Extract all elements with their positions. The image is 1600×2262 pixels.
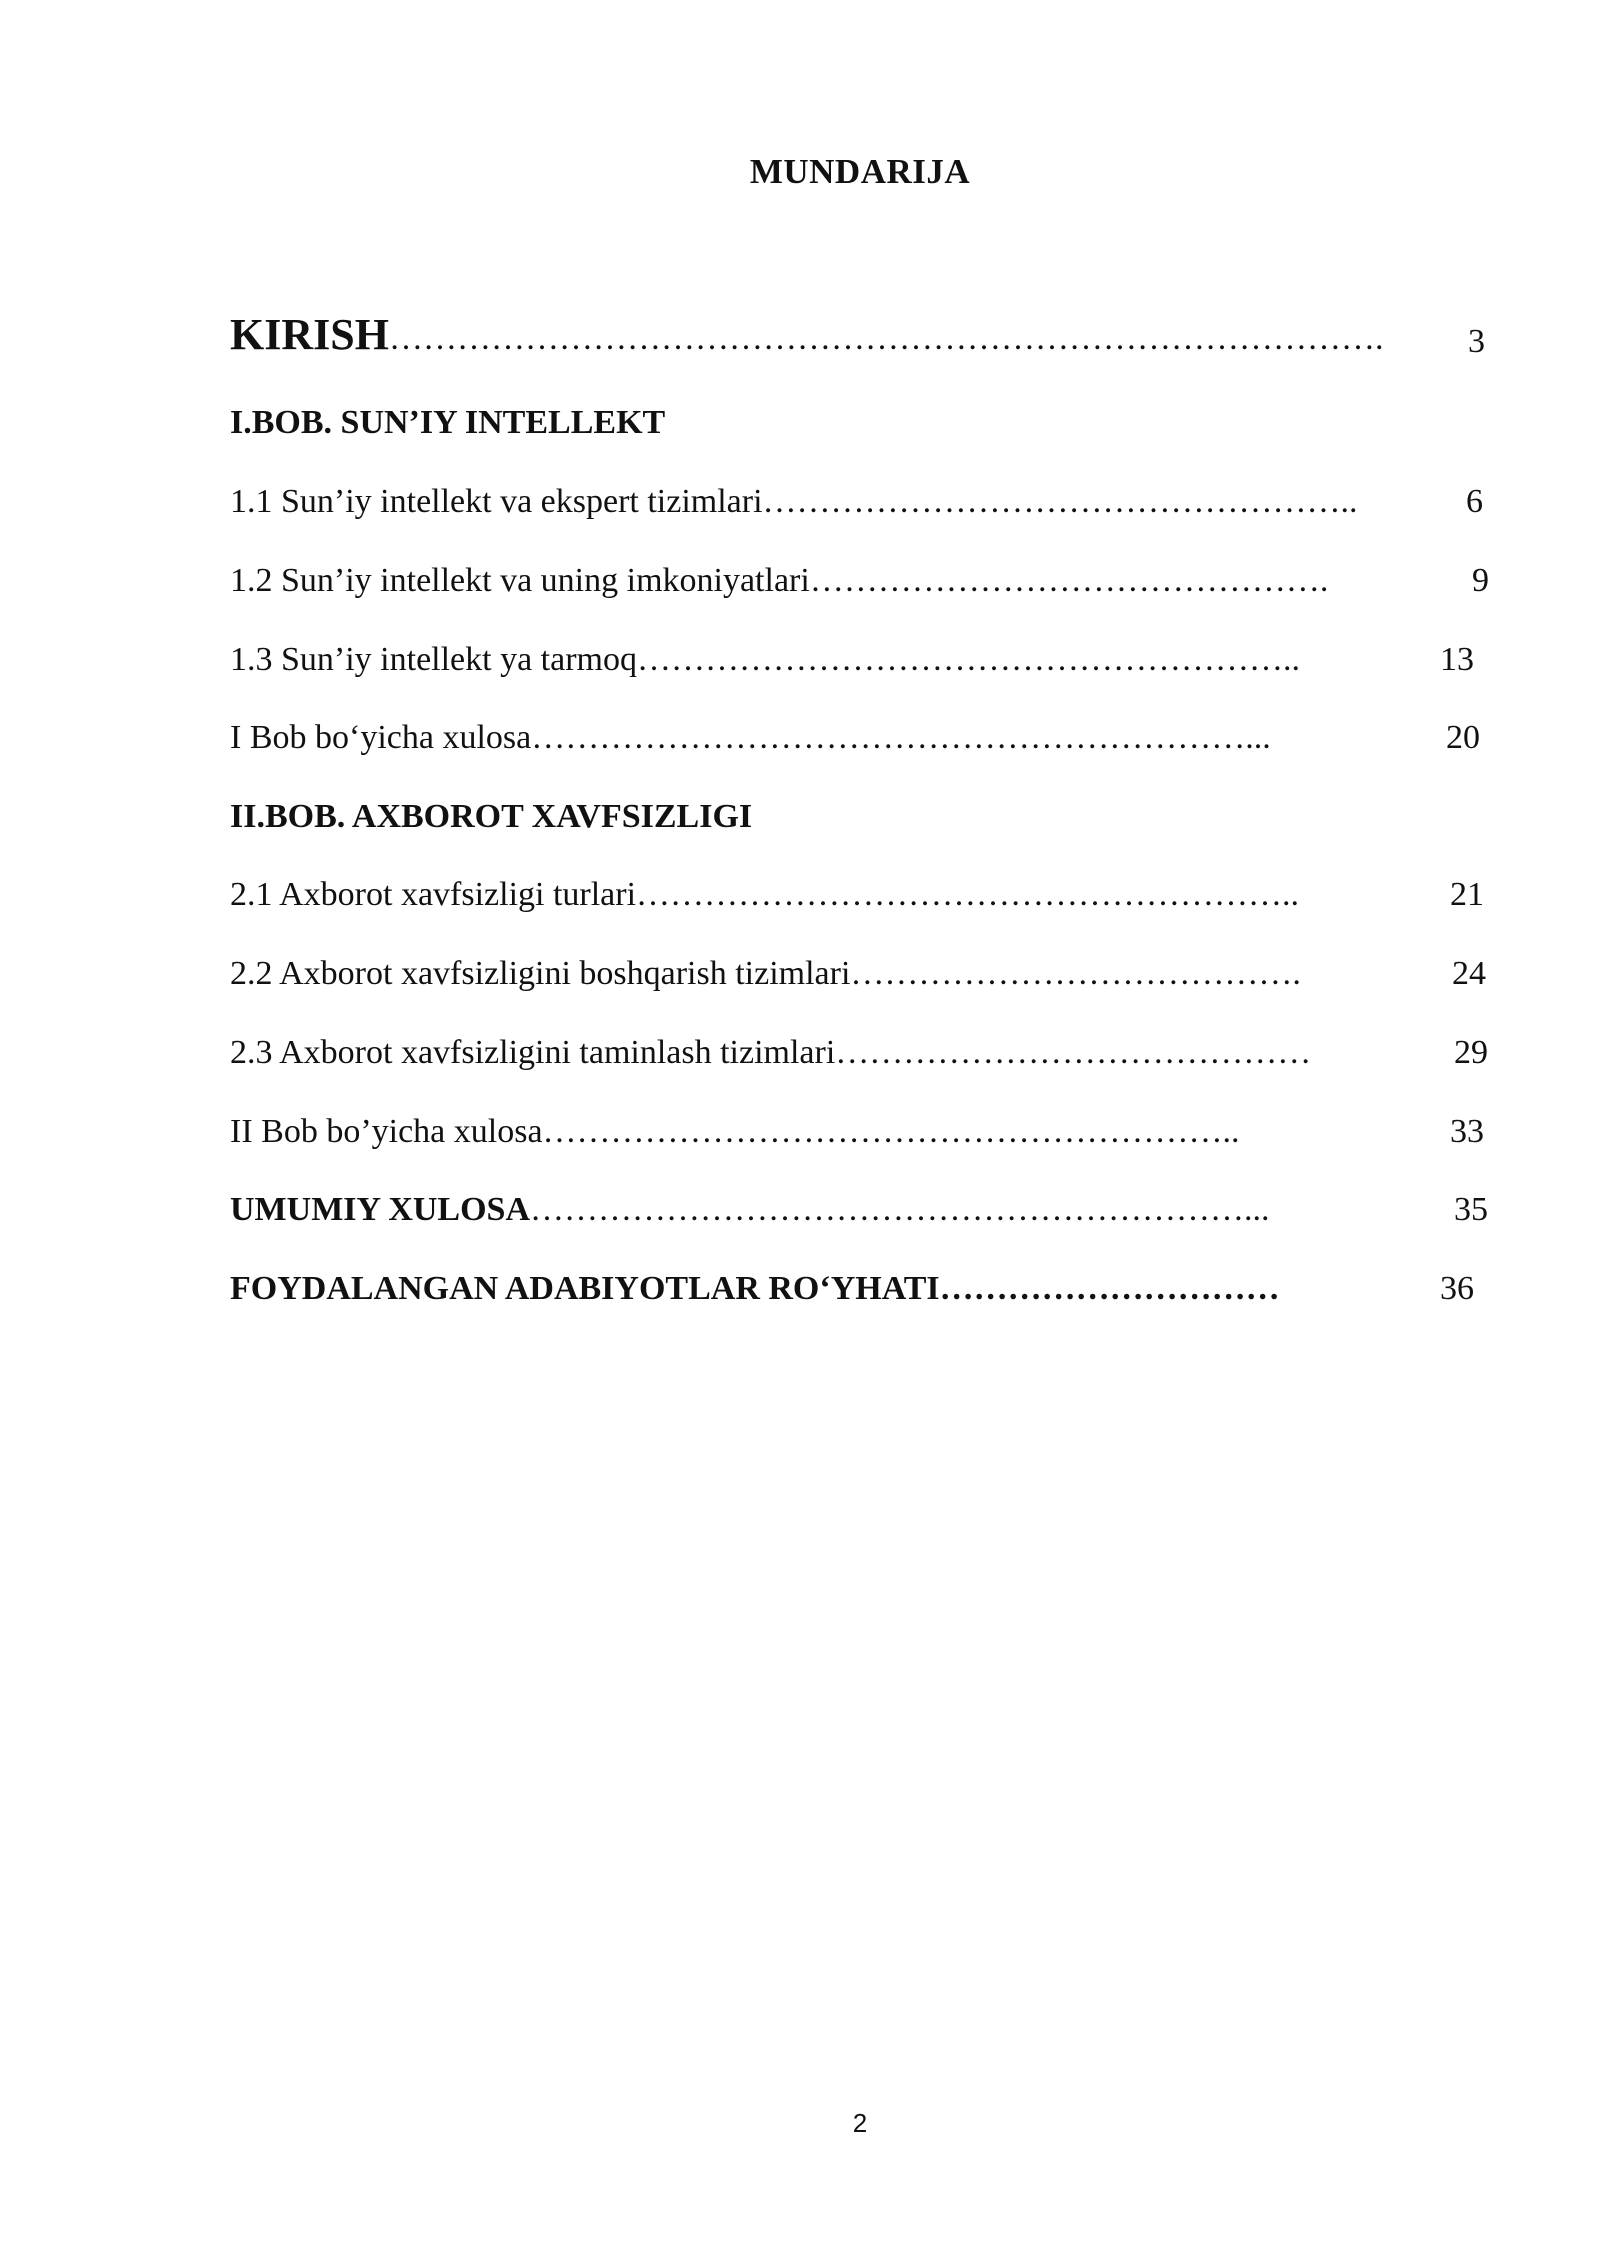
toc-leader-dots: …………………………………………………..: [637, 641, 1300, 678]
toc-entry-2-2: [230, 952, 1301, 996]
toc-leader-dots: …………………………………………………..: [636, 876, 1300, 913]
toc-page-number: 6: [1466, 483, 1483, 520]
toc-leader-dots: ……………………………………….: [809, 562, 1329, 599]
toc-leader-dots: ………………………………………………………...: [531, 719, 1271, 756]
toc-entry-2-1: [230, 873, 1299, 917]
toc-entry-label: I.BOB. SUN’IY INTELLEKT: [230, 404, 666, 441]
toc-leader-dots: ……………………………………………..: [762, 483, 1358, 520]
toc-entry-references: [230, 1267, 1280, 1311]
toc-page-number: 9: [1472, 562, 1489, 599]
toc-entry-label: UMUMIY XULOSA: [230, 1191, 531, 1228]
toc-entry-label: 1.3 Sun’iy intellekt ya tarmoq: [230, 641, 637, 678]
toc-entry-label: II.BOB. AXBOROT XAVFSIZLIGI: [230, 798, 753, 835]
toc-entry-label: KIRISH: [230, 310, 389, 359]
toc-chapter-heading-1: [230, 401, 665, 445]
toc-page-number: 29: [1454, 1034, 1488, 1071]
toc-leader-dots: ………………………………………………………...: [530, 1191, 1270, 1228]
toc-chapter-heading-2: [230, 795, 752, 839]
toc-entry-label: 2.3 Axborot xavfsizligini taminlash tizimlari: [230, 1034, 836, 1071]
page-number: 2: [852, 2108, 868, 2138]
toc-entry-2-3: [230, 1031, 1311, 1075]
toc-page-number: 21: [1450, 876, 1484, 913]
toc-entry-chapter-1-summary: [230, 716, 1271, 760]
toc-entry-chapter-2-summary: [230, 1110, 1240, 1154]
toc-entry-label: 1.1 Sun’iy intellekt va ekspert tizimlari: [230, 483, 763, 520]
page-title: MUNDARIJA: [749, 152, 971, 191]
toc-entry-label: 1.2 Sun’iy intellekt va uning imkoniyatlari: [230, 562, 810, 599]
toc-page-number: 24: [1452, 955, 1486, 992]
toc-page-number: 20: [1446, 719, 1480, 756]
toc-entry-label: 2.1 Axborot xavfsizligi turlari: [230, 876, 637, 913]
toc-entry-1-3: [230, 638, 1300, 682]
toc-leader-dots: ……………………………………………………..: [542, 1113, 1240, 1150]
toc-entry-label: 2.2 Axborot xavfsizligini boshqarish tizimlari: [230, 955, 851, 992]
toc-entry-label: FOYDALANGAN ADABIYOTLAR RO‘YHATI: [230, 1270, 940, 1307]
toc-entry-label: II Bob bo’yicha xulosa: [230, 1113, 543, 1150]
toc-leader-dots: ………………………………….: [850, 955, 1301, 992]
toc-leader-dots: ……………………………………: [835, 1034, 1312, 1071]
toc-leader-dots: …………………………………………………………………………….: [388, 320, 1384, 357]
toc-page-number: 33: [1450, 1113, 1484, 1150]
toc-entry-kirish: [230, 310, 1384, 361]
toc-leader-dots: …………………………: [939, 1270, 1280, 1307]
toc-entry-1-1: [230, 480, 1358, 524]
toc-page-number: 3: [1468, 323, 1485, 360]
toc-page-number: 13: [1440, 641, 1474, 678]
toc-entry-1-2: [230, 559, 1328, 603]
toc-page-number: 35: [1454, 1191, 1488, 1228]
toc-entry-conclusion: [230, 1188, 1270, 1232]
toc-entry-label: I Bob bo‘yicha xulosa: [230, 719, 532, 756]
toc-page-number: 36: [1440, 1270, 1474, 1307]
